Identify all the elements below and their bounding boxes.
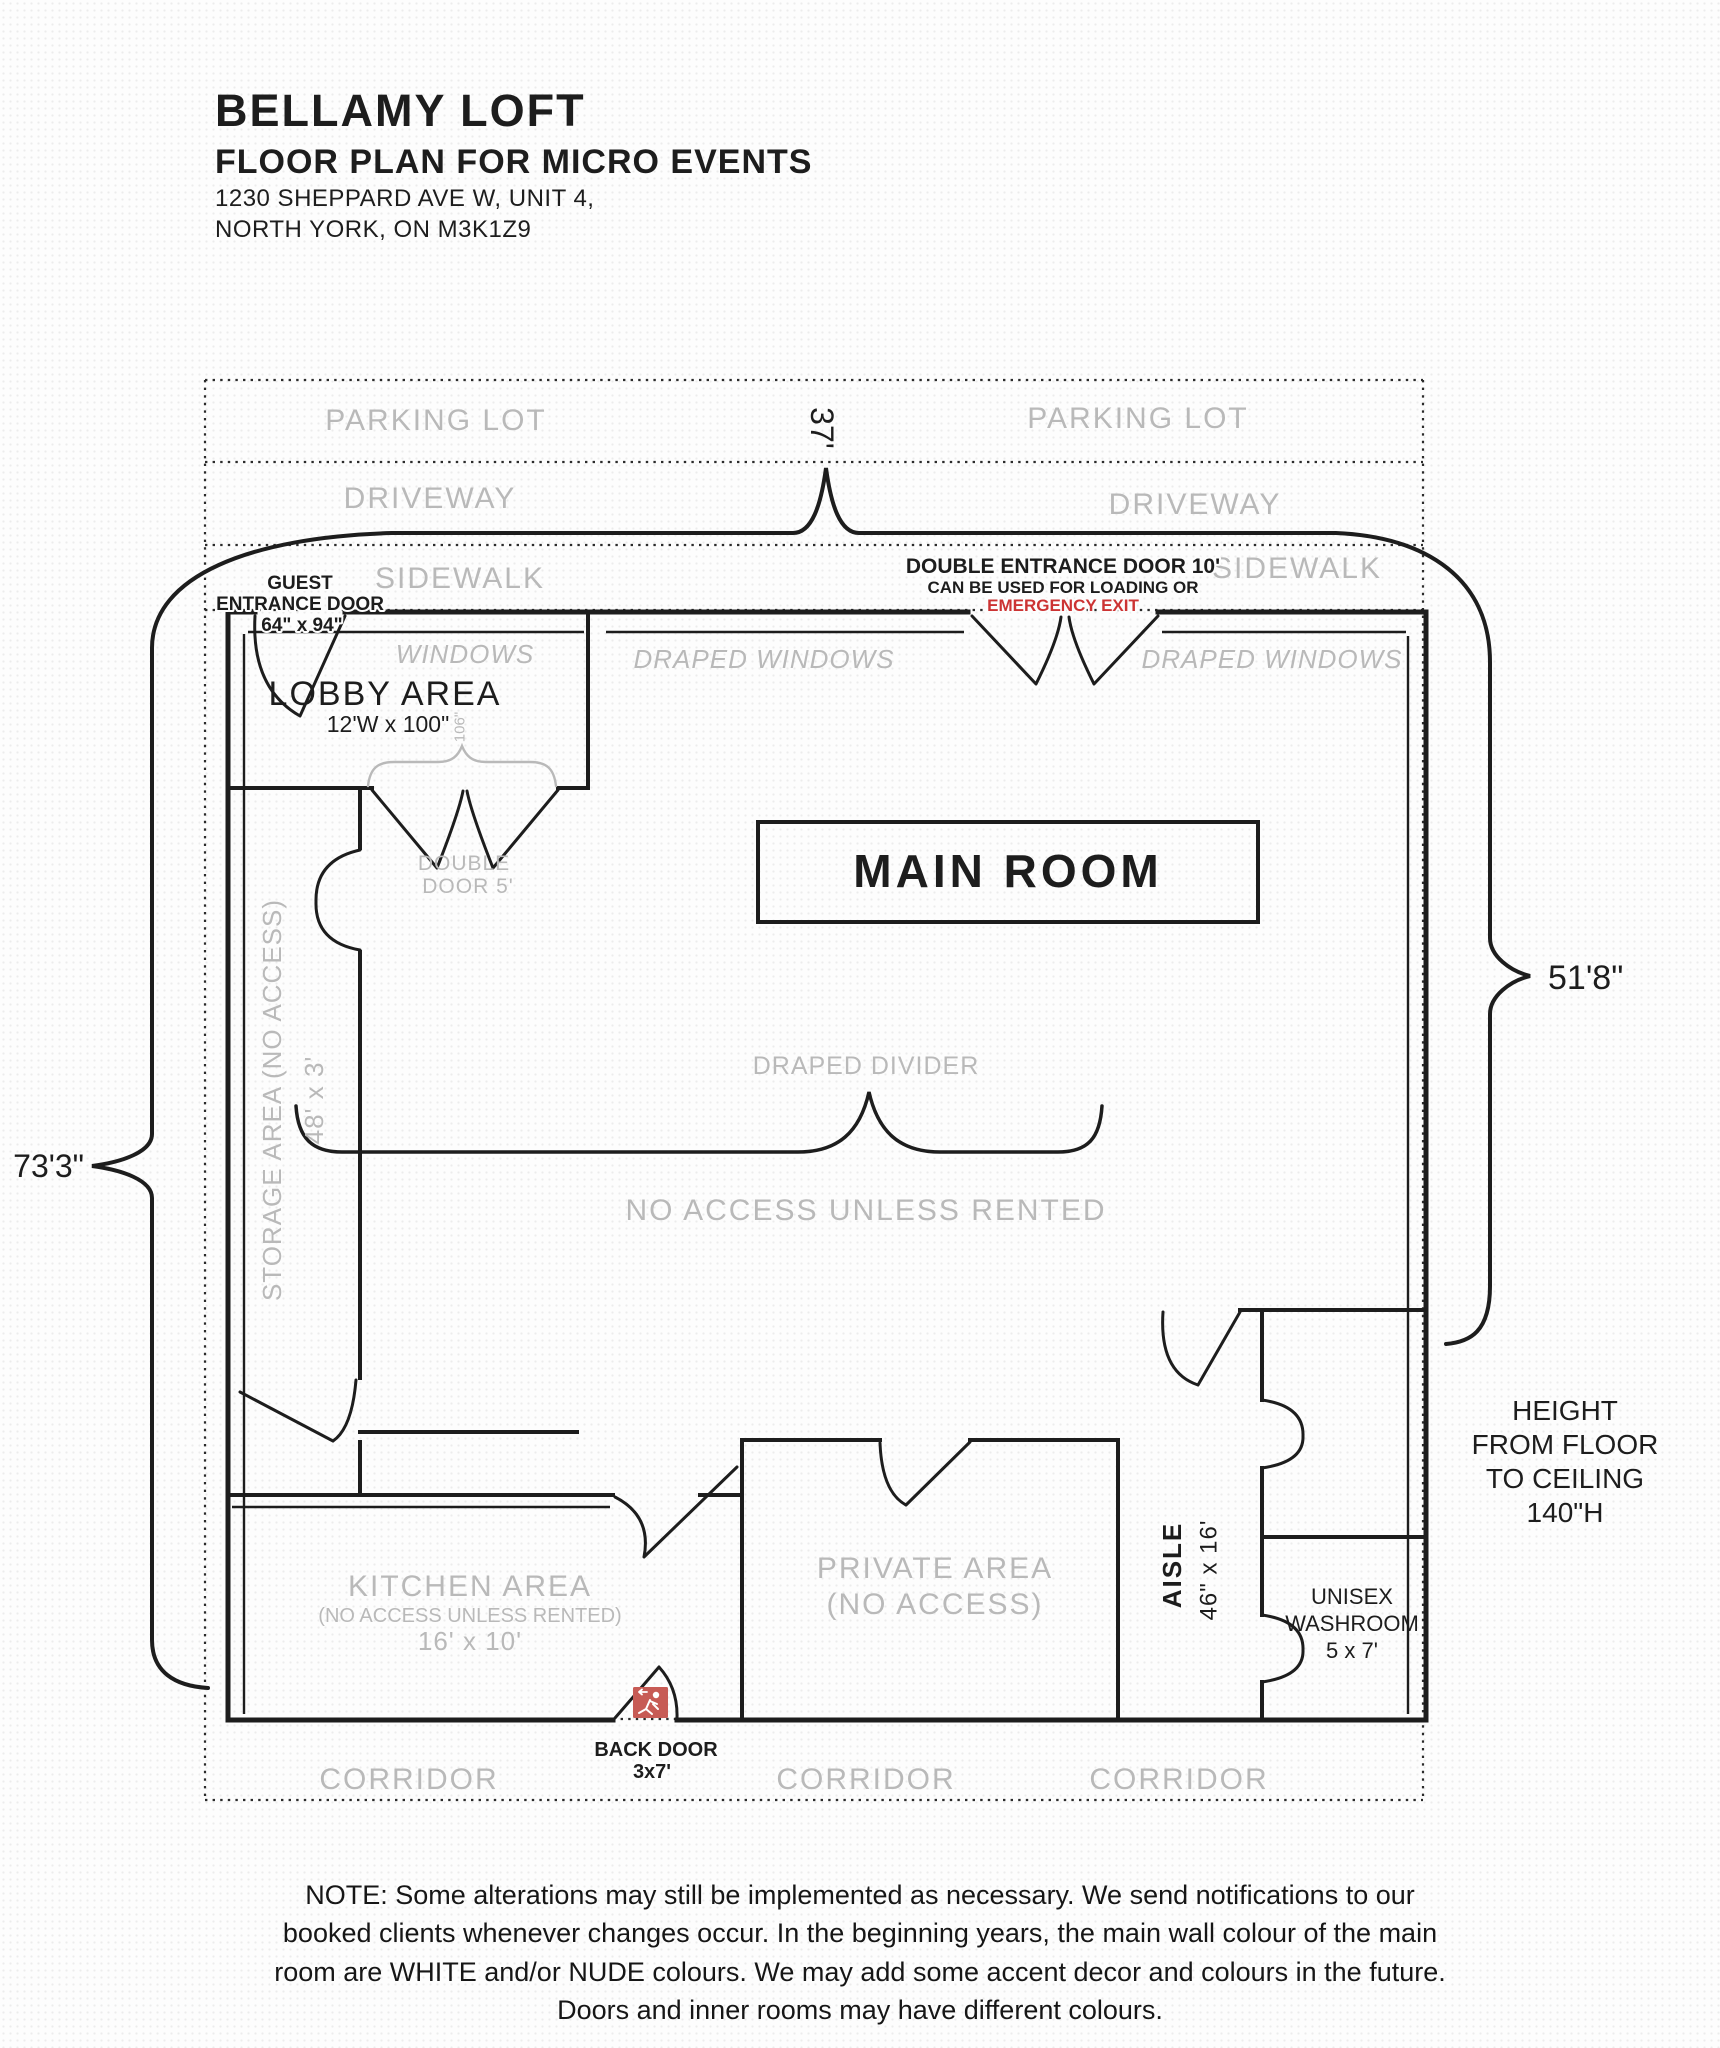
- draped-windows-left-label: DRAPED WINDOWS: [633, 644, 895, 674]
- no-access-label: NO ACCESS UNLESS RENTED: [625, 1194, 1107, 1227]
- guest-door-label-1: GUEST: [267, 573, 333, 594]
- windows-label: WINDOWS: [395, 639, 535, 669]
- aisle-size-label: 46" x 16': [1195, 1519, 1223, 1621]
- draped-divider-label: DRAPED DIVIDER: [752, 1052, 980, 1080]
- private-area-note-label: (NO ACCESS): [826, 1588, 1044, 1621]
- right-depth-dimension: 51'8": [1548, 959, 1624, 997]
- footer-note: NOTE: Some alterations may still be implemented as necessary. We send notifications to our booked clients whenever changes occur. In the beginning years, the main wall colour of the main room are WHITE and/or NUDE colours. We may add some accent decor and colours in the future. Doors and inner rooms may have different colours.: [274, 1880, 1446, 2025]
- double-entrance-label-2: CAN BE USED FOR LOADING OR: [927, 578, 1199, 597]
- page-title: BELLAMY LOFT: [215, 85, 586, 136]
- back-door-label: BACK DOOR: [594, 1739, 718, 1761]
- inner-double-door-label-1: DOUBLE: [417, 852, 511, 875]
- draped-windows-right-label: DRAPED WINDOWS: [1141, 644, 1403, 674]
- guest-door-size: 64" x 94": [261, 615, 343, 636]
- emergency-exit-icon: [633, 1687, 668, 1718]
- double-entrance-label-1: DOUBLE ENTRANCE DOOR 10': [905, 555, 1221, 578]
- ceiling-height-label-1: HEIGHT: [1512, 1395, 1618, 1426]
- driveway-right-label: DRIVEWAY: [1108, 488, 1282, 521]
- top-width-dimension: 37': [804, 407, 840, 449]
- ceiling-height-label-4: 140"H: [1526, 1497, 1604, 1528]
- washroom-label-1: UNISEX: [1311, 1584, 1393, 1609]
- corridor-right-label: CORRIDOR: [1089, 1763, 1269, 1796]
- kitchen-name-label: KITCHEN AREA: [347, 1570, 593, 1603]
- aisle-name-label: AISLE: [1157, 1521, 1187, 1609]
- left-height-dimension: 73'3": [13, 1148, 84, 1184]
- draped-divider-line: [296, 1092, 1102, 1152]
- lobby-door-dimension-brace: [368, 746, 556, 786]
- lobby-name-label: LOBBY AREA: [268, 675, 502, 713]
- kitchen-note-label: (NO ACCESS UNLESS RENTED): [318, 1605, 622, 1627]
- page-subtitle: FLOOR PLAN FOR MICRO EVENTS: [215, 142, 813, 181]
- washroom-size-label: 5 x 7': [1326, 1638, 1378, 1663]
- lobby-size-label: 12'W x 100": [326, 711, 450, 737]
- storage-size-label: 48' x 3': [299, 1055, 329, 1145]
- corridor-center-label: CORRIDOR: [776, 1763, 956, 1796]
- parking-lot-right-label: PARKING LOT: [1027, 402, 1249, 435]
- inner-double-door-label-2: DOOR 5': [422, 875, 514, 898]
- kitchen-size-label: 16' x 10': [417, 1626, 523, 1656]
- address-line2: NORTH YORK, ON M3K1Z9: [215, 216, 532, 244]
- back-door-size: 3x7': [632, 1761, 672, 1783]
- sidewalk-left-label: SIDEWALK: [375, 562, 545, 595]
- runner-head: [653, 1692, 659, 1698]
- parking-lot-left-label: PARKING LOT: [325, 404, 547, 437]
- guest-door-label-2: ENTRANCE DOOR: [216, 594, 384, 615]
- ceiling-height-label-2: FROM FLOOR: [1471, 1429, 1659, 1460]
- storage-name-label: STORAGE AREA (NO ACCESS): [257, 898, 287, 1302]
- door-swing-arcs: [240, 616, 1303, 1718]
- main-room-label: MAIN ROOM: [853, 845, 1163, 897]
- lobby-door-width-dimension: 106": [451, 711, 469, 743]
- private-area-name-label: PRIVATE AREA: [816, 1552, 1054, 1585]
- corridor-left-label: CORRIDOR: [319, 1763, 499, 1796]
- sidewalk-right-label: SIDEWALK: [1212, 552, 1382, 585]
- driveway-left-label: DRIVEWAY: [343, 482, 517, 515]
- washroom-label-2: WASHROOM: [1285, 1611, 1419, 1636]
- emergency-exit-label: EMERGENCY EXIT: [987, 596, 1139, 615]
- ceiling-height-label-3: TO CEILING: [1485, 1463, 1645, 1494]
- address-line1: 1230 SHEPPARD AVE W, UNIT 4,: [215, 184, 595, 212]
